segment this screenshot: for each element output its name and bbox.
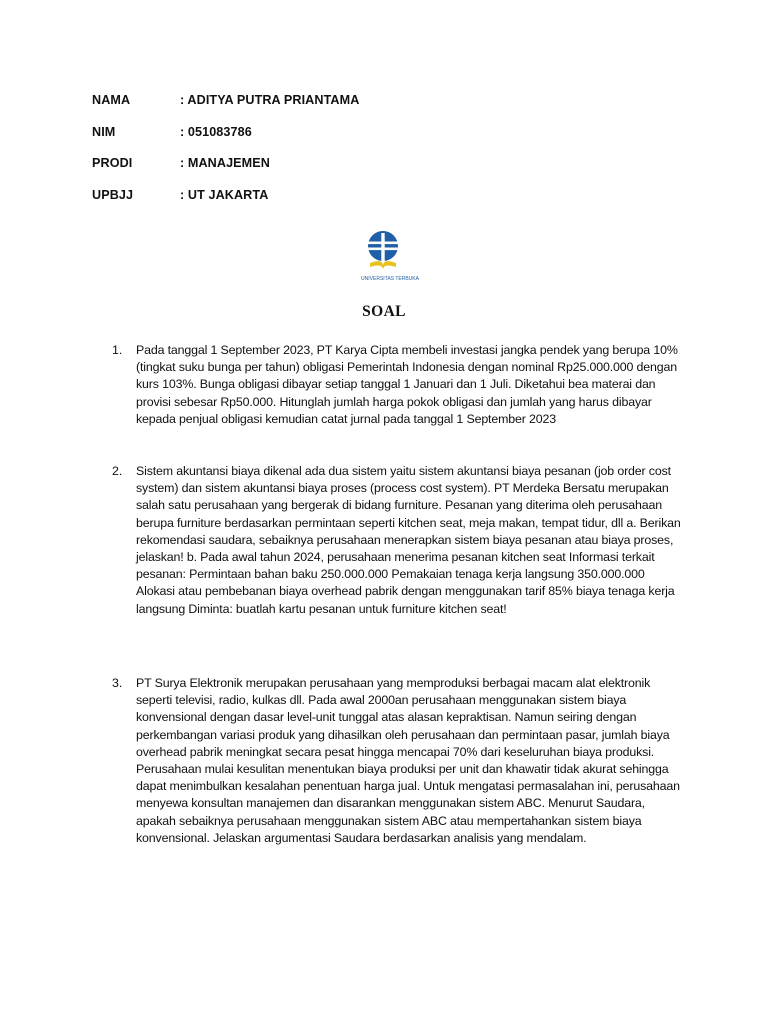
- question-number: 1.: [112, 343, 123, 357]
- logo-caption: UNIVERSITAS TERBUKA: [361, 276, 419, 282]
- name-value: : ADITYA PUTRA PRIANTAMA: [180, 93, 360, 107]
- question-number: 2.: [112, 464, 123, 478]
- upbjj-value: : UT JAKARTA: [180, 187, 269, 202]
- question-text: Sistem akuntansi biaya dikenal ada dua sistem yaitu sistem akuntansi biaya pesanan (job order cost system) dan sistem akuntansi biaya proses (process cost system). PT Merdeka Bersatu merupakan salah satu perusahaan yang bergerak di bidang furniture. Pesanan yang diterima oleh perusahaan berupa furniture berdasarkan permintaan seperti kitchen seat, meja makan, tempat tidur, dll a. Berikan rekomendasi saudara, sebaiknya perusahaan menerapkan sistem biaya pesanan atau biaya proses, jelaskan! b. Pada awal tahun 2024, perusahaan menerima pesanan kitchen seat Informasi terkait pesanan: Permintaan bahan baku 250.000.000 Pemakaian tenaga kerja langsung 350.000.000 Alokasi atau pembebanan biaya overhead pabrik dengan menggunakan tarif 85% biaya tenaga kerja langsung Diminta: buatlah kartu pesanan untuk furniture kitchen seat!: [136, 464, 681, 616]
- prodi-label: PRODI: [92, 156, 133, 170]
- nim-label: NIM: [92, 124, 116, 139]
- question-text: PT Surya Elektronik merupakan perusahaan yang memproduksi berbagai macam alat elektronik seperti televisi, radio, kulkas dll. Pada awal 2000an perusahaan menggunakan sistem biaya konvensional dengan dasar level-unit tunggal atas alasan kepraktisan. Namun seiring dengan perkembangan variasi produk yang dihasilkan oleh perusahaan dan permintaan pasar, jumlah biaya overhead pabrik meningkat secara pesat hingga mencapai 70% dari keseluruhan biaya produksi. Perusahaan mulai kesulitan menentukan biaya produksi per unit dan khawatir tidak akurat sehingga dapat menimbulkan kesalahan penentuan harga jual. Untuk mengatasi permasalahan ini, perusahaan menyewa konsultan manajemen dan disarankan menggunakan sistem ABC. Menurut Saudara, apakah sebaiknya perusahaan menggunakan sistem ABC atau mempertahankan sistem biaya konvensional. Jelaskan argumentasi Saudara berdasarkan analisis yang mendalam.: [136, 676, 680, 845]
- logo-pillar: [381, 233, 384, 263]
- nim-value: : 051083786: [180, 124, 252, 139]
- identity-row-nim: [92, 125, 612, 157]
- identity-row-name: [92, 93, 612, 125]
- prodi-value: : MANAJEMEN: [180, 156, 270, 170]
- identity-row-upbjj: [92, 188, 612, 220]
- university-logo: [360, 228, 420, 284]
- logo-emblem-icon: [360, 228, 420, 284]
- question-text: Pada tanggal 1 September 2023, PT Karya Cipta membeli investasi jangka pendek yang berupa 10% (tingkat suku bunga per tahun) obligasi Pemerintah Indonesia dengan nominal Rp25.000.000 dengan kurs 103%. Bunga obligasi dibayar setiap tanggal 1 Januari dan 1 Juli. Diketahui bea materai dan provisi sebesar Rp50.000. Hitunglah jumlah harga pokok obligasi dan jumlah yang harus dibayar kepada penjual obligasi kemudian catat jurnal pada tanggal 1 September 2023: [136, 343, 678, 426]
- question-number: 3.: [112, 676, 123, 690]
- identity-row-prodi: [92, 156, 612, 188]
- name-label: NAMA: [92, 93, 131, 107]
- page-title: SOAL: [362, 303, 406, 320]
- student-identity: [92, 93, 612, 219]
- upbjj-label: UPBJJ: [92, 187, 134, 202]
